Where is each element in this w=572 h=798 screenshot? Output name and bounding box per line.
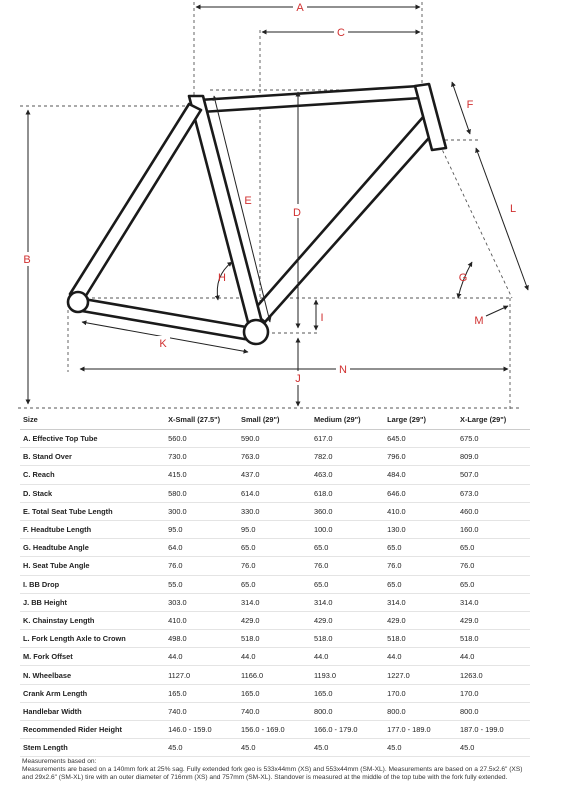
row-value: 1127.0 (165, 666, 238, 684)
row-label: J. BB Height (20, 593, 165, 611)
row-value: 45.0 (238, 739, 311, 757)
row-value: 95.0 (238, 520, 311, 538)
seat-tube (189, 96, 264, 330)
row-value: 410.0 (165, 611, 238, 629)
row-value: 314.0 (238, 593, 311, 611)
row-value: 165.0 (311, 684, 384, 702)
table-body (20, 430, 530, 757)
row-value: 429.0 (311, 611, 384, 629)
row-label: G. Headtube Angle (20, 539, 165, 557)
row-value: 76.0 (165, 557, 238, 575)
row-value: 590.0 (238, 430, 311, 448)
row-value: 95.0 (165, 520, 238, 538)
row-label: Crank Arm Length (20, 684, 165, 702)
row-value: 76.0 (384, 557, 457, 575)
header-small: Small (29") (238, 410, 311, 430)
row-value: 675.0 (457, 430, 530, 448)
row-value: 177.0 - 189.0 (384, 721, 457, 739)
reference-lines (18, 2, 520, 410)
row-value: 146.0 - 159.0 (165, 721, 238, 739)
row-label: F. Headtube Length (20, 520, 165, 538)
table-row (20, 721, 530, 739)
measurement-notes (22, 758, 532, 783)
row-value: 460.0 (457, 502, 530, 520)
row-value: 730.0 (165, 448, 238, 466)
table-row (20, 520, 530, 538)
row-label: Handlebar Width (20, 702, 165, 720)
geometry-table (20, 410, 530, 757)
row-value: 1263.0 (457, 666, 530, 684)
row-value: 740.0 (238, 702, 311, 720)
row-value: 65.0 (457, 539, 530, 557)
row-value: 130.0 (384, 520, 457, 538)
row-label: K. Chainstay Length (20, 611, 165, 629)
row-value: 429.0 (457, 611, 530, 629)
label-d: D (293, 207, 301, 219)
row-value: 65.0 (384, 539, 457, 557)
header-large: Large (29") (384, 410, 457, 430)
row-value: 65.0 (238, 539, 311, 557)
row-label: I. BB Drop (20, 575, 165, 593)
row-value: 44.0 (311, 648, 384, 666)
row-value: 314.0 (457, 593, 530, 611)
label-n: N (339, 364, 347, 376)
row-value: 166.0 - 179.0 (311, 721, 384, 739)
label-j: J (295, 373, 301, 385)
row-label: H. Seat Tube Angle (20, 557, 165, 575)
chainstay (76, 298, 252, 340)
row-value: 518.0 (311, 630, 384, 648)
row-value: 410.0 (384, 502, 457, 520)
row-label: B. Stand Over (20, 448, 165, 466)
notes-body: Measurements are based on a 140mm fork at 25% sag. Fully extended fork geo is 533x44mm (XS) and 553x44mm (SM-XL). Measurements are based on a 27.5x2.6" (XS) and 29x2.6" (SM-XL) tire with an outer diameter of 716mm (XS) and 757mm (SM-XL). Standover is measured at the middle of the top tube with the fork fully extended. (22, 766, 523, 782)
table-row (20, 557, 530, 575)
row-value: 646.0 (384, 484, 457, 502)
bottom-bracket (244, 320, 268, 344)
row-value: 800.0 (384, 702, 457, 720)
row-value: 45.0 (165, 739, 238, 757)
header-xlarge: X-Large (29") (457, 410, 530, 430)
row-value: 800.0 (311, 702, 384, 720)
row-label: Recommended Rider Height (20, 721, 165, 739)
seat-stay (70, 104, 201, 302)
label-f: F (466, 99, 474, 111)
row-value: 45.0 (457, 739, 530, 757)
table-row (20, 611, 530, 629)
row-value: 44.0 (165, 648, 238, 666)
row-value: 763.0 (238, 448, 311, 466)
label-m: M (474, 315, 484, 327)
row-value: 160.0 (457, 520, 530, 538)
row-value: 100.0 (311, 520, 384, 538)
row-value: 156.0 - 169.0 (238, 721, 311, 739)
row-value: 44.0 (238, 648, 311, 666)
table-row (20, 539, 530, 557)
row-value: 44.0 (457, 648, 530, 666)
row-value: 518.0 (238, 630, 311, 648)
row-value: 437.0 (238, 466, 311, 484)
row-value: 809.0 (457, 448, 530, 466)
row-value: 165.0 (165, 684, 238, 702)
row-value: 65.0 (238, 575, 311, 593)
notes-title: Measurements based on: (22, 758, 97, 765)
dimension-lines (28, 7, 528, 406)
label-k: K (159, 338, 167, 350)
row-value: 45.0 (311, 739, 384, 757)
label-h: H (218, 272, 226, 284)
row-value: 645.0 (384, 430, 457, 448)
row-value: 65.0 (311, 575, 384, 593)
row-label: M. Fork Offset (20, 648, 165, 666)
row-value: 580.0 (165, 484, 238, 502)
row-value: 507.0 (457, 466, 530, 484)
table-row (20, 448, 530, 466)
dim-m-line (486, 306, 508, 316)
row-label: D. Stack (20, 484, 165, 502)
row-label: A. Effective Top Tube (20, 430, 165, 448)
row-value: 76.0 (457, 557, 530, 575)
row-value: 429.0 (384, 611, 457, 629)
table-row (20, 739, 530, 757)
row-value: 518.0 (384, 630, 457, 648)
row-value: 673.0 (457, 484, 530, 502)
dim-l-line (476, 148, 528, 290)
row-value: 64.0 (165, 539, 238, 557)
table-row (20, 430, 530, 448)
table-row (20, 666, 530, 684)
row-label: L. Fork Length Axle to Crown (20, 630, 165, 648)
table-row (20, 648, 530, 666)
row-value: 1166.0 (238, 666, 311, 684)
row-value: 1193.0 (311, 666, 384, 684)
row-value: 65.0 (457, 575, 530, 593)
row-value: 484.0 (384, 466, 457, 484)
row-value: 65.0 (384, 575, 457, 593)
table-row (20, 575, 530, 593)
row-label: E. Total Seat Tube Length (20, 502, 165, 520)
row-value: 782.0 (311, 448, 384, 466)
row-value: 165.0 (238, 684, 311, 702)
label-e: E (244, 195, 252, 207)
row-value: 429.0 (238, 611, 311, 629)
label-a: A (296, 2, 304, 14)
row-value: 740.0 (165, 702, 238, 720)
row-value: 76.0 (238, 557, 311, 575)
header-size: Size (20, 410, 165, 430)
row-value: 360.0 (311, 502, 384, 520)
row-value: 617.0 (311, 430, 384, 448)
row-value: 415.0 (165, 466, 238, 484)
table-row (20, 684, 530, 702)
label-b: B (23, 254, 31, 266)
row-label: C. Reach (20, 466, 165, 484)
row-value: 518.0 (457, 630, 530, 648)
row-value: 800.0 (457, 702, 530, 720)
down-tube (252, 116, 436, 322)
row-value: 560.0 (165, 430, 238, 448)
row-value: 614.0 (238, 484, 311, 502)
row-value: 187.0 - 199.0 (457, 721, 530, 739)
table-row (20, 502, 530, 520)
row-value: 55.0 (165, 575, 238, 593)
row-value: 618.0 (311, 484, 384, 502)
row-label: Stem Length (20, 739, 165, 757)
row-value: 314.0 (311, 593, 384, 611)
table-row (20, 702, 530, 720)
table-row (20, 484, 530, 502)
row-value: 76.0 (311, 557, 384, 575)
label-l: L (509, 203, 517, 215)
bike-frame (68, 84, 446, 344)
top-tube (199, 86, 421, 112)
table-row (20, 630, 530, 648)
label-c: C (337, 27, 345, 39)
row-value: 65.0 (311, 539, 384, 557)
rear-dropout (68, 292, 88, 312)
row-value: 44.0 (384, 648, 457, 666)
header-medium: Medium (29") (311, 410, 384, 430)
header-xsmall: X-Small (27.5") (165, 410, 238, 430)
label-i: I (320, 312, 324, 324)
row-value: 796.0 (384, 448, 457, 466)
row-value: 170.0 (384, 684, 457, 702)
table-row (20, 466, 530, 484)
table-row (20, 593, 530, 611)
row-value: 300.0 (165, 502, 238, 520)
row-value: 498.0 (165, 630, 238, 648)
row-label: N. Wheelbase (20, 666, 165, 684)
row-value: 463.0 (311, 466, 384, 484)
row-value: 170.0 (457, 684, 530, 702)
row-value: 330.0 (238, 502, 311, 520)
row-value: 1227.0 (384, 666, 457, 684)
table-header-row (20, 410, 530, 430)
row-value: 314.0 (384, 593, 457, 611)
label-g: G (458, 272, 468, 284)
row-value: 45.0 (384, 739, 457, 757)
row-value: 303.0 (165, 593, 238, 611)
